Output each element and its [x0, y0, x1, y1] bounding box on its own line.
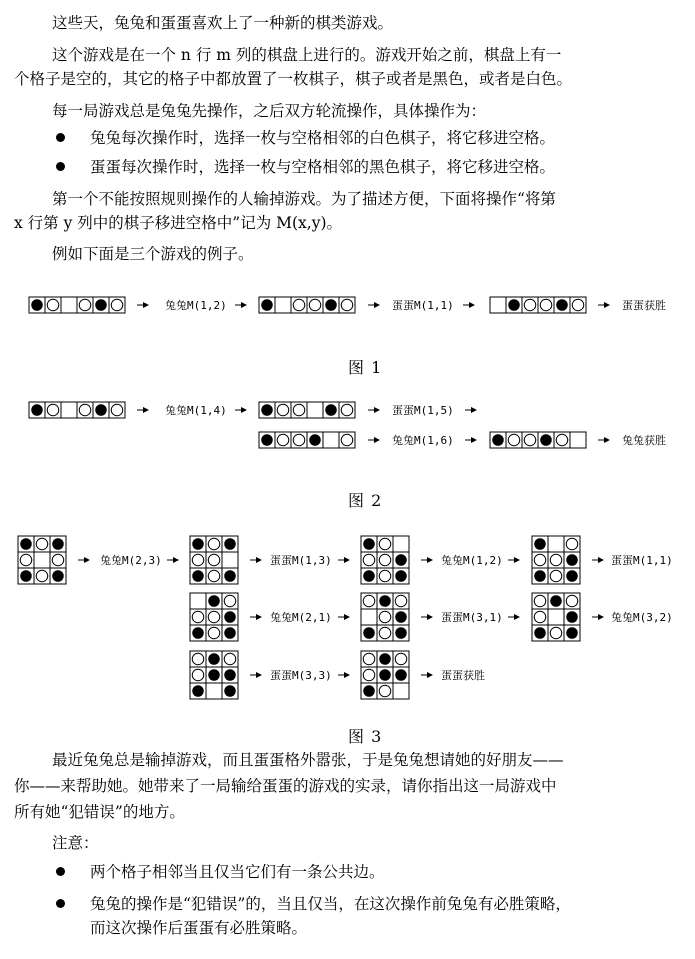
note-heading: 注意： [52, 834, 99, 852]
turn-order-paragraph: 每一局游戏总是兔兔先操作，之后双方轮流操作，具体操作为： [52, 102, 487, 120]
board-cell [307, 402, 323, 418]
black-piece [379, 653, 391, 665]
board-cell [361, 609, 377, 625]
board-cell [275, 297, 291, 313]
white-piece [566, 595, 578, 607]
white-piece [293, 404, 305, 416]
white-piece [550, 554, 562, 566]
board-cell [61, 297, 77, 313]
move-label: 蛋蛋获胜 [622, 299, 666, 312]
move-label: 兔兔M(2,3) [100, 554, 162, 567]
black-piece [95, 299, 107, 311]
arrow-head-icon [427, 557, 433, 563]
white-piece [47, 299, 59, 311]
black-piece [395, 627, 407, 639]
arrow-head-icon [469, 302, 475, 308]
move-label: 兔兔M(3,2) [611, 611, 673, 624]
black-piece [309, 434, 321, 446]
lose-rule-line1: 第一个不能按照规则操作的人输掉游戏。为了描述方便，下面将操作“将第 [52, 190, 556, 208]
board-cell [490, 297, 506, 313]
arrow-head-icon [173, 557, 179, 563]
white-piece [208, 554, 220, 566]
board-cell [323, 432, 339, 448]
white-piece [111, 404, 123, 416]
black-piece [395, 669, 407, 681]
figure-1-caption: 图 1 [348, 358, 383, 377]
white-piece [111, 299, 123, 311]
board-cell [34, 552, 50, 568]
white-piece [192, 611, 204, 623]
black-piece [192, 685, 204, 697]
black-piece [566, 627, 578, 639]
arrow-head-icon [241, 407, 247, 413]
black-piece [556, 299, 568, 311]
board-cell [61, 402, 77, 418]
black-piece [208, 595, 220, 607]
black-piece [395, 554, 407, 566]
black-piece [261, 404, 273, 416]
note-adjacency: 两个格子相邻当且仅当它们有一条公共边。 [90, 863, 385, 881]
arrow-head-icon [256, 672, 262, 678]
move-label: 蛋蛋M(1,3) [270, 554, 332, 567]
white-piece [208, 570, 220, 582]
rule-dandan: 蛋蛋每次操作时，选择一枚与空格相邻的黑色棋子，将它移进空格。 [90, 158, 556, 176]
game-board [190, 593, 238, 641]
board-cell [393, 536, 409, 552]
white-piece [36, 570, 48, 582]
intro-paragraph: 这些天，兔兔和蛋蛋喜欢上了一种新的棋类游戏。 [52, 14, 394, 32]
white-piece [341, 299, 353, 311]
move-label: 蛋蛋获胜 [441, 669, 485, 682]
arrow-head-icon [471, 407, 477, 413]
arrow-head-icon [344, 557, 350, 563]
black-piece [52, 570, 64, 582]
arrow-head-icon [598, 614, 604, 620]
white-piece [293, 434, 305, 446]
arrow-head-icon [84, 557, 90, 563]
black-piece [20, 538, 32, 550]
black-piece [395, 570, 407, 582]
rules-paragraph-line2: 个格子是空的，其它的格子中都放置了一枚棋子，棋子或者是黑色，或者是白色。 [14, 70, 573, 88]
move-label: 兔兔M(1,2) [165, 299, 227, 312]
figure-3 [0, 528, 695, 708]
white-piece [341, 434, 353, 446]
white-piece [508, 434, 520, 446]
board-cell [548, 609, 564, 625]
white-piece [524, 434, 536, 446]
board-cell [206, 683, 222, 699]
game-board [29, 297, 125, 313]
black-piece [363, 538, 375, 550]
white-piece [379, 611, 391, 623]
white-piece [363, 554, 375, 566]
white-piece [534, 554, 546, 566]
white-piece [20, 554, 32, 566]
white-piece [379, 685, 391, 697]
white-piece [224, 595, 236, 607]
move-label: 兔兔M(2,1) [270, 611, 332, 624]
black-piece [379, 595, 391, 607]
white-piece [395, 595, 407, 607]
black-piece [192, 538, 204, 550]
black-piece [534, 570, 546, 582]
black-piece [566, 570, 578, 582]
black-piece [192, 570, 204, 582]
white-piece [277, 404, 289, 416]
white-piece [224, 653, 236, 665]
move-label: 蛋蛋M(1,1) [392, 299, 454, 312]
white-piece [524, 299, 536, 311]
arrow-head-icon [514, 614, 520, 620]
white-piece [379, 570, 391, 582]
bullet-icon [56, 133, 65, 142]
black-piece [224, 669, 236, 681]
white-piece [293, 299, 305, 311]
arrow-head-icon [143, 302, 149, 308]
arrow-head-icon [241, 302, 247, 308]
figure-1 [0, 288, 695, 324]
board-cell [548, 536, 564, 552]
move-label: 蛋蛋M(3,3) [270, 669, 332, 682]
arrow-head-icon [514, 557, 520, 563]
game-board [18, 536, 66, 584]
move-label: 蛋蛋M(3,1) [441, 611, 503, 624]
game-board [532, 593, 580, 641]
game-board [190, 536, 238, 584]
arrow-head-icon [427, 614, 433, 620]
black-piece [566, 554, 578, 566]
game-board [190, 651, 238, 699]
game-board [259, 402, 355, 418]
black-piece [534, 538, 546, 550]
black-piece [566, 611, 578, 623]
board-cell [393, 683, 409, 699]
black-piece [395, 611, 407, 623]
lose-rule-line2: x 行第 y 列中的棋子移进空格中”记为 M(x,y)。 [14, 214, 343, 232]
white-piece [192, 554, 204, 566]
white-piece [208, 611, 220, 623]
white-piece [36, 538, 48, 550]
arrow-head-icon [604, 437, 610, 443]
arrow-head-icon [374, 302, 380, 308]
game-board [490, 297, 586, 313]
black-piece [224, 570, 236, 582]
black-piece [95, 404, 107, 416]
white-piece [379, 554, 391, 566]
white-piece [540, 299, 552, 311]
arrow-head-icon [427, 672, 433, 678]
black-piece [208, 669, 220, 681]
figure-2 [0, 392, 695, 462]
black-piece [224, 685, 236, 697]
white-piece [550, 627, 562, 639]
white-piece [208, 627, 220, 639]
arrow-head-icon [374, 437, 380, 443]
white-piece [556, 434, 568, 446]
bullet-icon [56, 162, 65, 171]
examples-intro: 例如下面是三个游戏的例子。 [52, 245, 254, 263]
bullet-icon [56, 867, 65, 876]
arrow-head-icon [604, 302, 610, 308]
white-piece [379, 538, 391, 550]
arrow-head-icon [374, 407, 380, 413]
white-piece [52, 554, 64, 566]
note-mistake-line2: 而这次操作后蛋蛋有必胜策略。 [90, 919, 308, 937]
arrow-head-icon [143, 407, 149, 413]
black-piece [261, 434, 273, 446]
black-piece [363, 627, 375, 639]
story-paragraph-line1: 最近兔兔总是输掉游戏，而且蛋蛋格外嚣张，于是兔兔想请她的好朋友—— [52, 751, 564, 769]
white-piece [79, 299, 91, 311]
white-piece [572, 299, 584, 311]
game-board [361, 651, 409, 699]
white-piece [363, 653, 375, 665]
game-board [490, 432, 586, 448]
black-piece [363, 570, 375, 582]
black-piece [325, 404, 337, 416]
white-piece [534, 611, 546, 623]
arrow-head-icon [598, 557, 604, 563]
black-piece [492, 434, 504, 446]
story-paragraph-line2: 你——来帮助她。她带来了一局输给蛋蛋的游戏的实录，请你指出这一局游戏中 [14, 777, 557, 795]
white-piece [341, 404, 353, 416]
white-piece [395, 653, 407, 665]
black-piece [379, 669, 391, 681]
white-piece [534, 595, 546, 607]
white-piece [363, 595, 375, 607]
white-piece [208, 538, 220, 550]
board-cell [190, 593, 206, 609]
black-piece [325, 299, 337, 311]
arrow-head-icon [344, 672, 350, 678]
move-label: 兔兔M(1,2) [441, 554, 503, 567]
black-piece [31, 299, 43, 311]
white-piece [550, 570, 562, 582]
rule-tutu: 兔兔每次操作时，选择一枚与空格相邻的白色棋子，将它移进空格。 [90, 129, 556, 147]
black-piece [550, 595, 562, 607]
black-piece [192, 627, 204, 639]
move-label: 蛋蛋M(1,5) [392, 404, 454, 417]
black-piece [208, 653, 220, 665]
black-piece [224, 627, 236, 639]
game-board [532, 536, 580, 584]
black-piece [31, 404, 43, 416]
black-piece [363, 685, 375, 697]
board-cell [222, 552, 238, 568]
black-piece [261, 299, 273, 311]
white-piece [363, 669, 375, 681]
white-piece [309, 299, 321, 311]
white-piece [566, 538, 578, 550]
note-mistake-line1: 兔兔的操作是“犯错误”的，当且仅当，在这次操作前兔兔有必胜策略， [90, 895, 571, 913]
black-piece [224, 611, 236, 623]
black-piece [52, 538, 64, 550]
white-piece [192, 653, 204, 665]
black-piece [540, 434, 552, 446]
game-board [361, 536, 409, 584]
arrow-head-icon [256, 557, 262, 563]
black-piece [508, 299, 520, 311]
board-cell [570, 432, 586, 448]
rules-paragraph-line1: 这个游戏是在一个 n 行 m 列的棋盘上进行的。游戏开始之前，棋盘上有一 [52, 46, 562, 64]
bullet-icon [56, 899, 65, 908]
white-piece [277, 434, 289, 446]
figure-2-caption: 图 2 [348, 491, 383, 510]
white-piece [79, 404, 91, 416]
move-label: 兔兔M(1,4) [165, 404, 227, 417]
game-board [361, 593, 409, 641]
move-label: 兔兔M(1,6) [392, 434, 454, 447]
move-label: 蛋蛋M(1,1) [611, 554, 673, 567]
arrow-head-icon [471, 437, 477, 443]
white-piece [192, 669, 204, 681]
story-paragraph-line3: 所有她“犯错误”的地方。 [14, 803, 185, 821]
game-board [29, 402, 125, 418]
white-piece [379, 627, 391, 639]
game-board [259, 432, 355, 448]
black-piece [20, 570, 32, 582]
black-piece [534, 627, 546, 639]
figure-3-caption: 图 3 [348, 727, 383, 746]
arrow-head-icon [344, 614, 350, 620]
arrow-head-icon [256, 614, 262, 620]
black-piece [224, 538, 236, 550]
white-piece [47, 404, 59, 416]
move-label: 兔兔获胜 [622, 434, 666, 447]
game-board [259, 297, 355, 313]
